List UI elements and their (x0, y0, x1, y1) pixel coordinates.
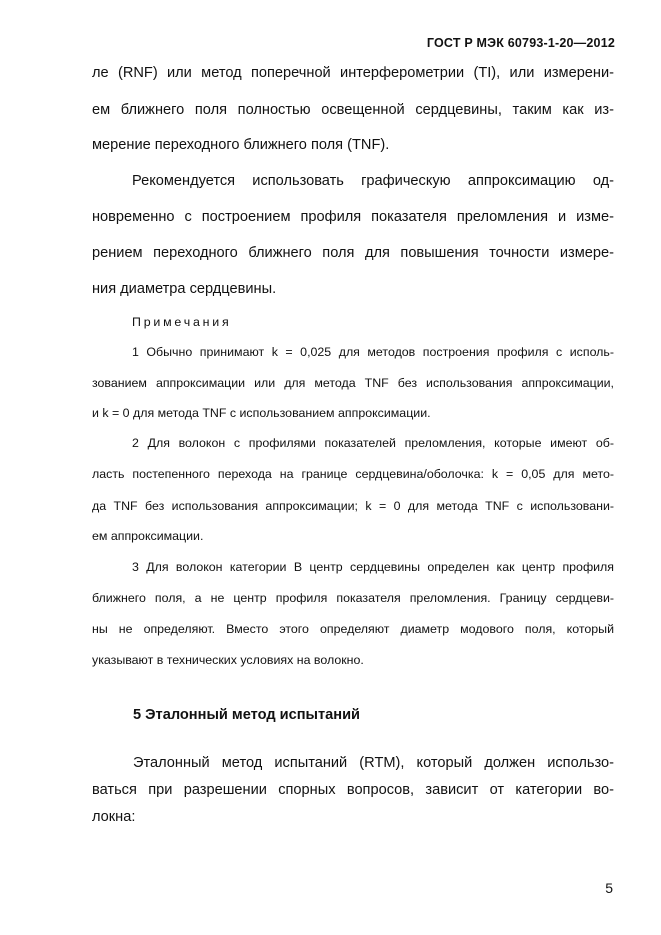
paragraph-line: мерение переходного ближнего поля (TNF). (92, 137, 390, 153)
note-line: да TNF без использования аппроксимации; k = 0 для метода TNF с использовани- (92, 499, 614, 513)
paragraph-line: ем ближнего поля полностью освещенной сердцевины, таким как из- (92, 102, 614, 118)
paragraph-line: Эталонный метод испытаний (RTM), который должен использо- (133, 755, 614, 771)
note-line: ны не определяют. Вместо этого определяют диаметр модового поля, который (92, 622, 614, 636)
paragraph-line: ваться при разрешении спорных вопросов, зависит от категории во- (92, 782, 614, 798)
note-line: и k = 0 для метода TNF с использованием аппроксимации. (92, 406, 431, 420)
note-line: ближнего поля, а не центр профиля показателя преломления. Границу сердцеви- (92, 591, 614, 605)
paragraph-line: локна: (92, 809, 136, 825)
paragraph-line: Рекомендуется использовать графическую аппроксимацию од- (132, 173, 614, 189)
paragraph-line: ле (RNF) или метод поперечной интерферометрии (TI), или измерени- (92, 65, 614, 81)
note-line: указывают в технических условиях на волокно. (92, 653, 364, 667)
paragraph-line: новременно с построением профиля показателя преломления и изме- (92, 209, 614, 225)
note-line: зованием аппроксимации или для метода TNF без использования аппроксимации, (92, 376, 614, 390)
note-line: ем аппроксимации. (92, 529, 204, 543)
section-heading: 5 Эталонный метод испытаний (133, 707, 361, 723)
page-number: 5 (605, 880, 613, 896)
notes-title: Примечания (132, 315, 232, 329)
note-line: 1 Обычно принимают k = 0,025 для методов построения профиля с исполь- (132, 345, 614, 359)
note-line: ласть постепенного перехода на границе сердцевина/оболочка: k = 0,05 для мето- (92, 467, 614, 481)
document-header: ГОСТ Р МЭК 60793-1-20—2012 (426, 36, 615, 50)
paragraph-line: рением переходного ближнего поля для повышения точности измере- (92, 245, 614, 261)
note-line: 2 Для волокон с профилями показателей преломления, которые имеют об- (132, 436, 614, 450)
paragraph-line: ния диаметра сердцевины. (92, 281, 277, 297)
note-line: 3 Для волокон категории В центр сердцевины определен как центр профиля (132, 560, 614, 574)
